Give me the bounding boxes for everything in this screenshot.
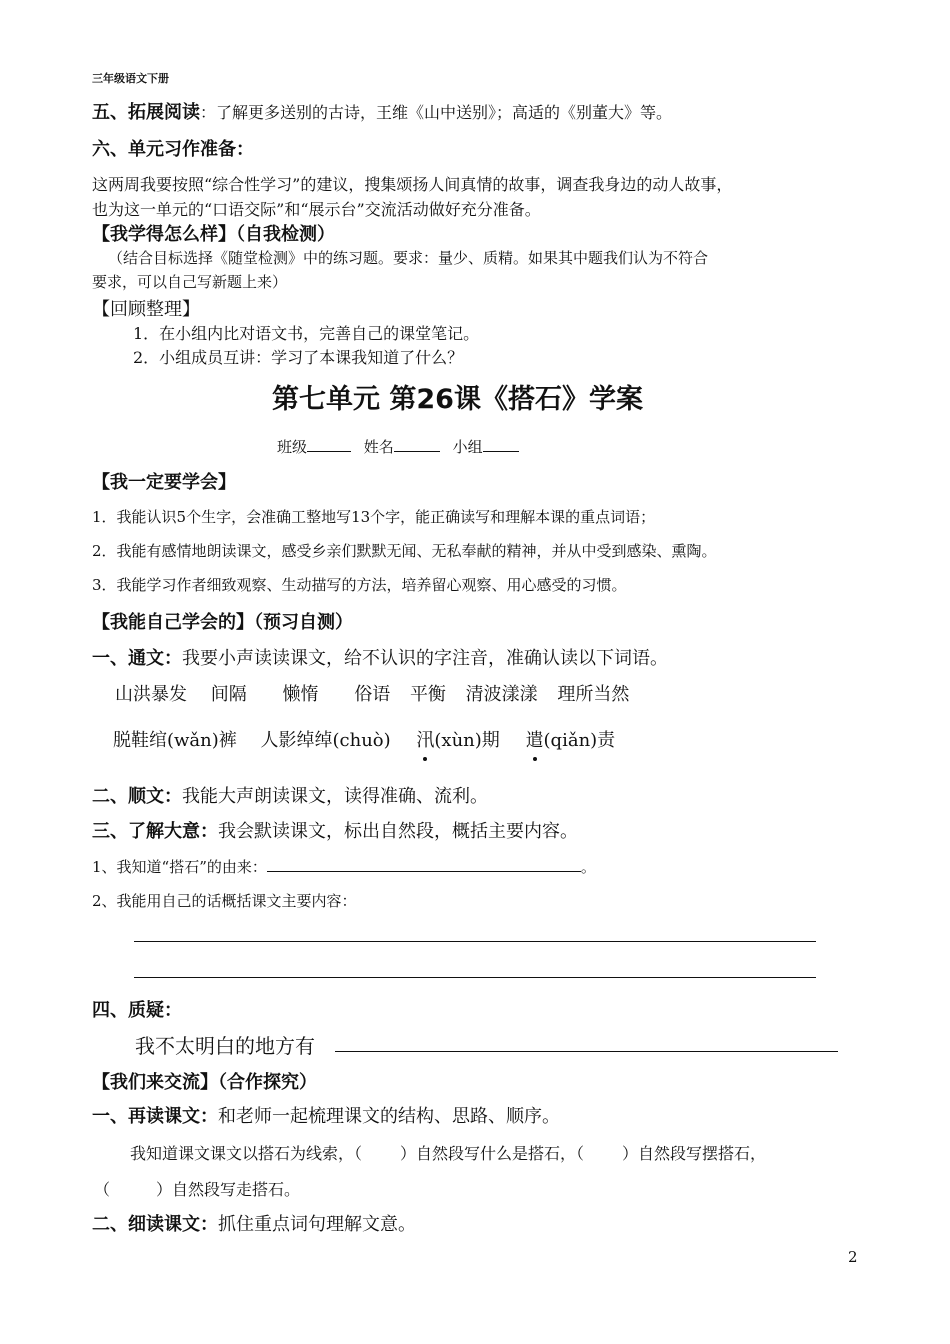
section-extended-reading — [92, 98, 672, 124]
part-4-questions-label: 四、质疑： — [92, 1000, 182, 1021]
goal-item: 2．我能有感情地朗读课文，感受乡亲们默默无闻、无私奉献的精神，并从中受到感染、熏陶。 — [92, 542, 717, 560]
word: 清波漾漾 — [465, 684, 538, 705]
part-label: 二、顺文： — [92, 786, 182, 807]
word: 平衡 — [409, 684, 446, 705]
answer-blank[interactable] — [267, 871, 581, 872]
question-answer-line[interactable] — [335, 1051, 838, 1052]
self-check-line-2: 要求，可以自己写新题上来） — [92, 273, 288, 291]
part-label: 二、细读课文： — [92, 1214, 218, 1235]
group-field[interactable] — [483, 451, 519, 452]
page-header: 三年级语文下册 — [92, 72, 169, 85]
structure-line-2: （ ）自然段写走搭石。 — [94, 1180, 301, 1199]
page-number: 2 — [848, 1248, 858, 1266]
class-label: 班级 — [277, 438, 308, 456]
part-label: 三、了解大意： — [92, 821, 218, 842]
word-list-2 — [113, 726, 615, 752]
answer-line[interactable] — [134, 941, 816, 942]
part-text: 和老师一起梳理课文的结构、思路、顺序。 — [218, 1106, 560, 1127]
class-field[interactable] — [307, 451, 351, 452]
self-check-label: 【我学得怎么样】（自我检测） — [92, 224, 335, 245]
name-field[interactable] — [394, 451, 440, 452]
part-2-shunwen — [92, 782, 488, 808]
word: 懒惰 — [282, 684, 319, 705]
part-label: 一、通文： — [92, 648, 182, 669]
question-1: 1、我知道“搭石”的由来： 。 — [92, 858, 596, 876]
review-item: 1．在小组内比对语文书，完善自己的课堂笔记。 — [133, 324, 480, 343]
word-list-1 — [115, 680, 629, 706]
self-check-line-1: （结合目标选择《随堂检测》中的练习题。要求：量少、质精。如果其中题我们认为不符合 — [108, 249, 709, 267]
word: 脱鞋绾(wǎn)裤 — [113, 730, 237, 751]
student-info — [277, 436, 519, 457]
part-text: 我会默读课文，标出自然段，概括主要内容。 — [218, 821, 578, 842]
review-label: 【回顾整理】 — [92, 299, 200, 320]
part-text: 我能大声朗读课文，读得准确、流利。 — [182, 786, 488, 807]
group-label: 小组 — [452, 438, 483, 456]
close-reading-section — [92, 1210, 416, 1236]
section-text: ：了解更多送别的古诗，王维《山中送别》；高适的《别董大》等。 — [200, 103, 673, 122]
word: 汛(xùn)期 — [416, 730, 500, 751]
word: 遣(qiǎn)责 — [525, 730, 616, 751]
question-prompt: 我不太明白的地方有 — [135, 1034, 315, 1058]
section-label: 五、拓展阅读 — [92, 102, 200, 123]
word: 理所当然 — [557, 684, 630, 705]
goal-item: 1．我能认识5个生字，会准确工整地写13个字，能正确读写和理解本课的重点词语； — [92, 508, 656, 526]
review-item: 2．小组成员互讲：学习了本课我知道了什么？ — [133, 348, 464, 367]
word: 人影绰绰(chuò) — [260, 730, 391, 751]
name-label: 姓名 — [363, 438, 394, 456]
word: 山洪暴发 — [115, 684, 187, 705]
preview-label: 【我能自己学会的】（预习自测） — [92, 612, 353, 633]
writing-prep-line-2: 也为这一单元的“口语交际”和“展示台”交流活动做好充分准备。 — [92, 200, 541, 219]
section-writing-prep-label: 六、单元习作准备： — [92, 139, 254, 160]
answer-line[interactable] — [134, 977, 816, 978]
cooperation-label: 【我们来交流】（合作探究） — [92, 1072, 317, 1093]
structure-line-1: 我知道课文课文以搭石为线索，（ ）自然段写什么是搭石，（ ）自然段写摆搭石， — [130, 1144, 767, 1163]
part-label: 一、再读课文： — [92, 1106, 218, 1127]
part-text: 我要小声读读课文，给不认识的字注音，准确认读以下词语。 — [182, 648, 668, 669]
part-1-tongwen — [92, 644, 668, 670]
goal-item: 3．我能学习作者细致观察、生动描写的方法，培养留心观察、用心感受的习惯。 — [92, 576, 627, 594]
part-text: 抓住重点词句理解文意。 — [218, 1214, 416, 1235]
part-3-main-idea — [92, 817, 578, 843]
word: 俗语 — [354, 684, 391, 705]
word: 间隔 — [210, 684, 247, 705]
page-title: 第七单元 第26课《搭石》学案 — [272, 384, 643, 415]
writing-prep-line-1: 这两周我要按照“综合性学习”的建议，搜集颂扬人间真情的故事，调查我身边的动人故事， — [92, 175, 733, 194]
goals-label: 【我一定要学会】 — [92, 472, 236, 493]
question-2: 2、我能用自己的话概括课文主要内容： — [92, 892, 357, 910]
reread-section — [92, 1102, 560, 1128]
